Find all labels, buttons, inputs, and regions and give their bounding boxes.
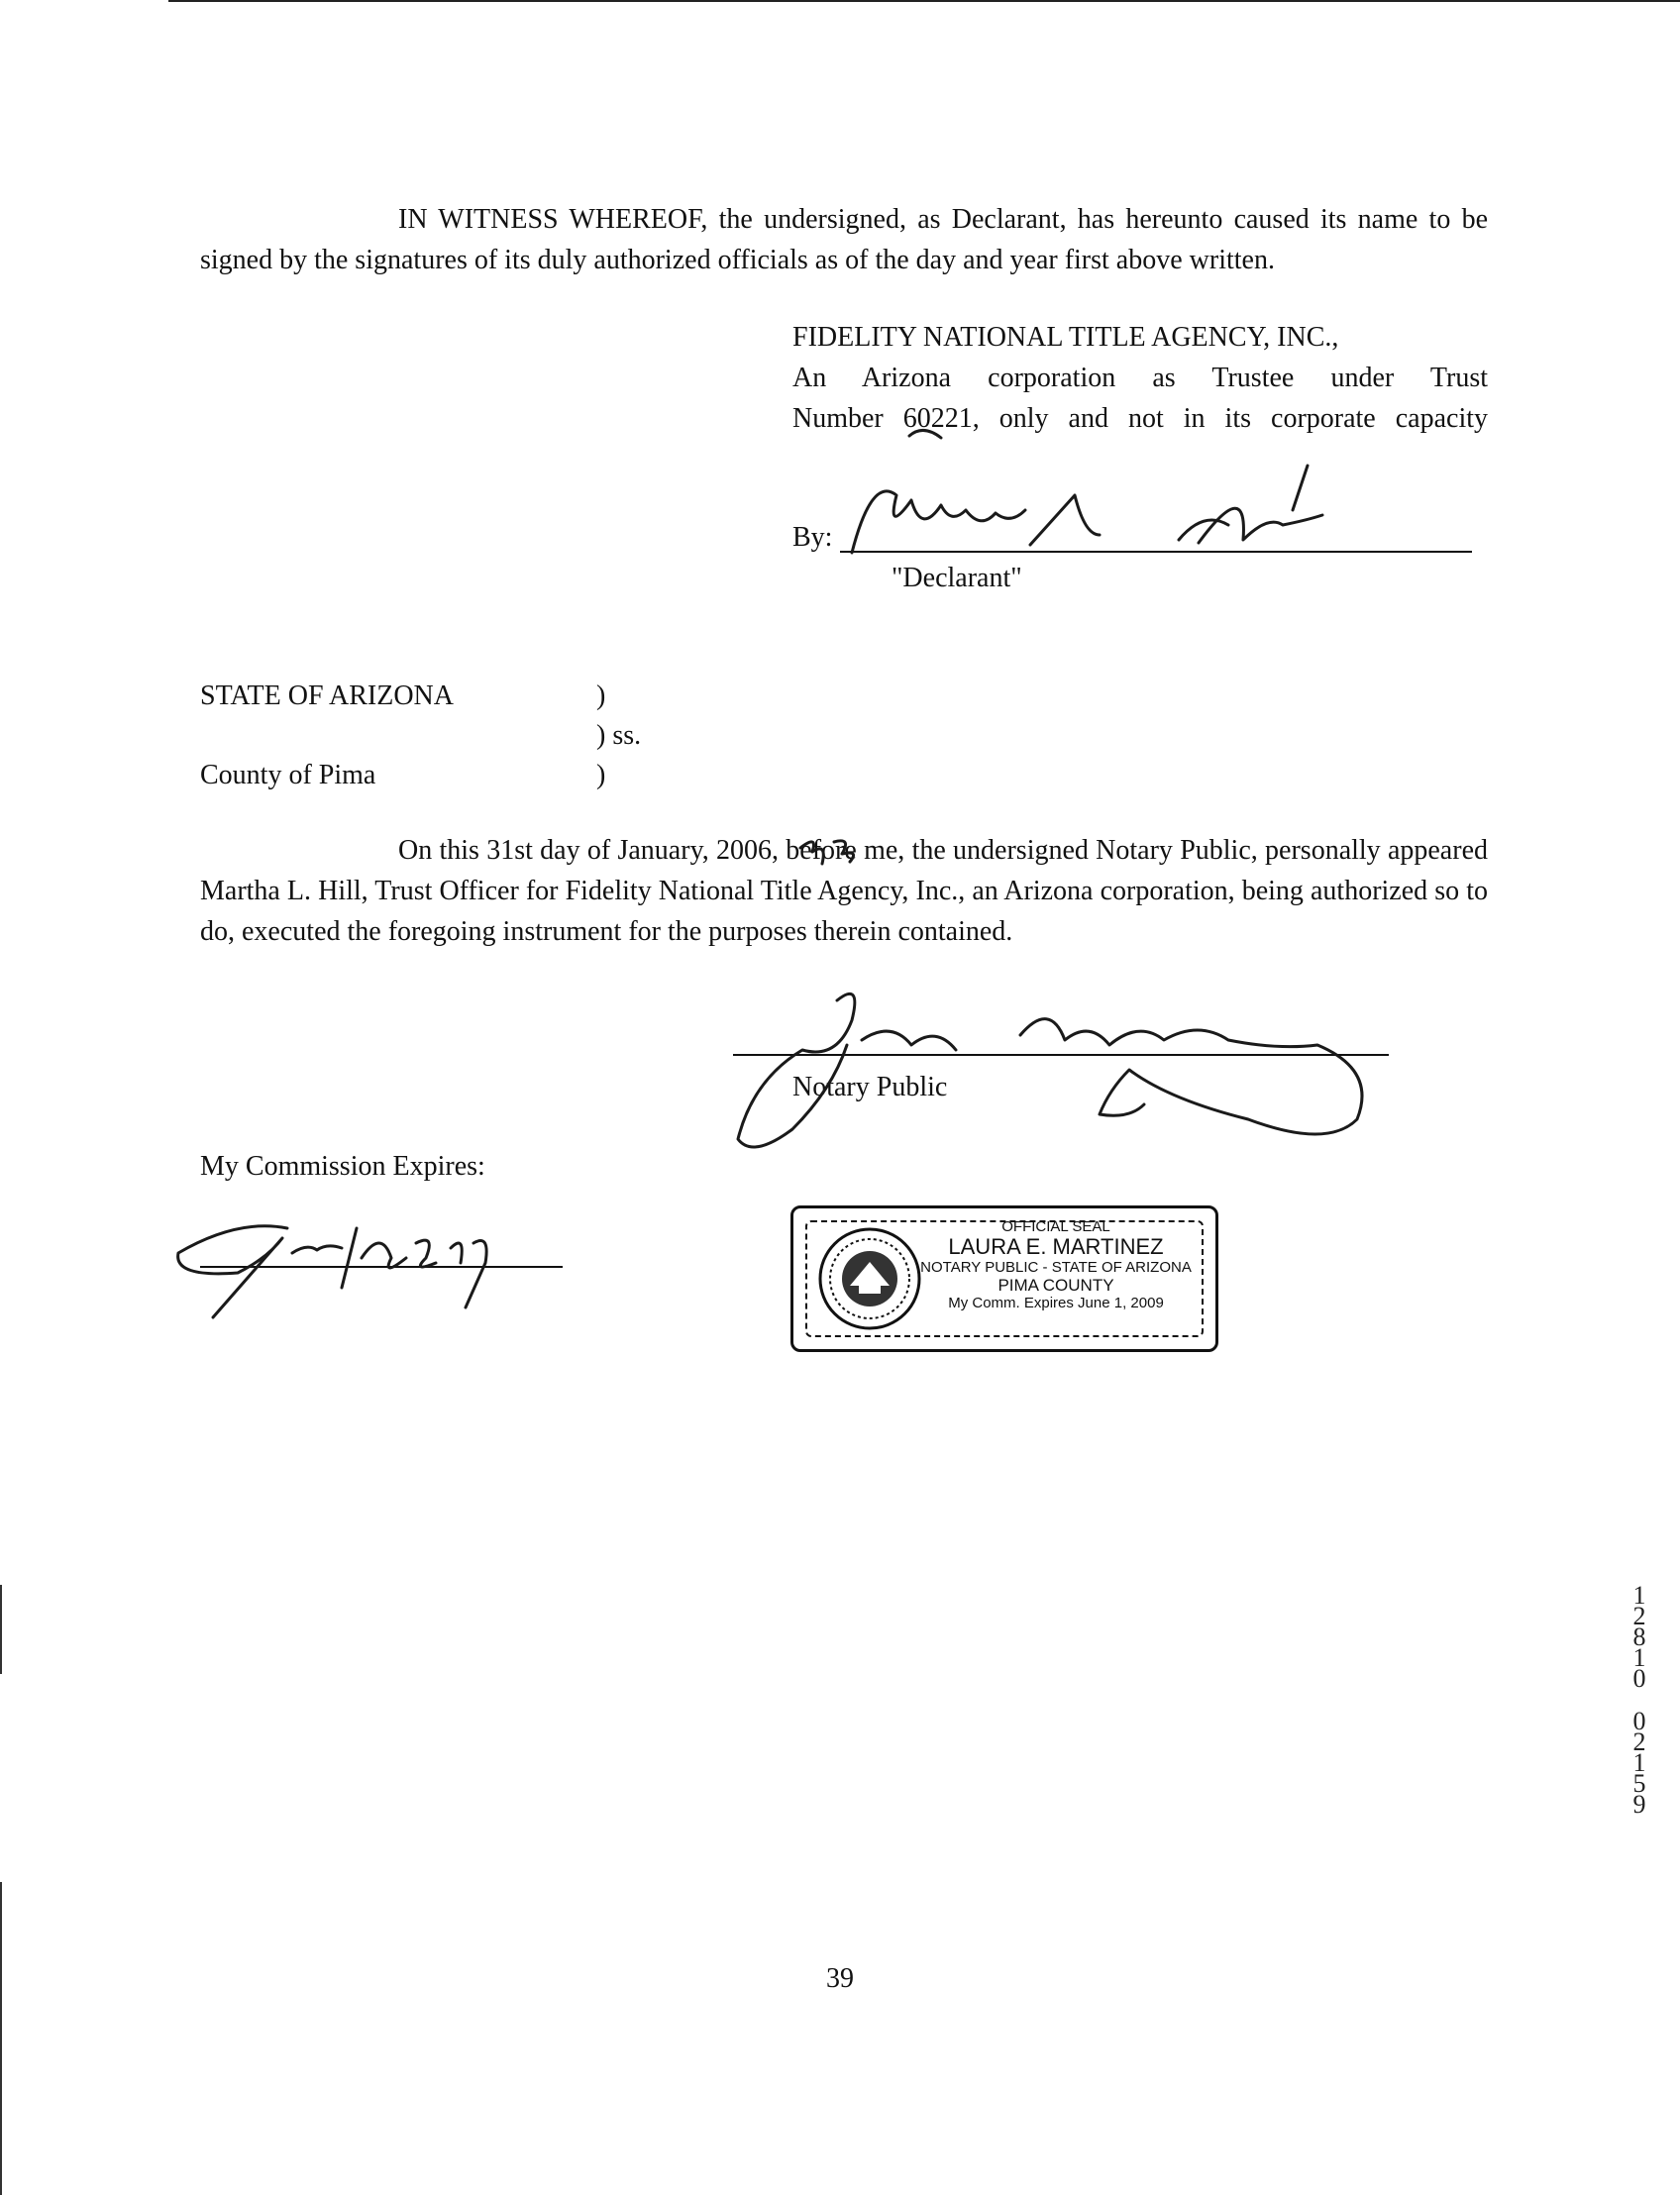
recording-number [1625,1581,1654,1819]
seal-county: PIMA COUNTY [998,1276,1114,1295]
commission-expires-label: My Commission Expires: [200,1151,485,1182]
notary-public-label: Notary Public [792,1072,948,1102]
declarant-label: "Declarant" [892,563,1022,593]
venue-ss: ) ss. [596,720,642,751]
seal-expiration: My Comm. Expires June 1, 2009 [948,1295,1164,1311]
venue-state: STATE OF ARIZONA [200,680,454,711]
by-label: By: [792,522,833,553]
commission-date-handwritten [178,1226,486,1317]
notary-text: On this 31st day of January, 2006, before me, the undersigned Notary Public, personally appeared Martha L. Hill, Trust Officer for Fidelity National Title Agency, Inc., an Arizona corporation, being authorized so to do, executed the foregoing instrument for the purposes therein contained. [200,835,1488,947]
declarant-signature [852,466,1322,553]
trust-number-strike-mark [909,430,941,438]
recording-digit: 0 [1632,1664,1646,1693]
trustee-name: FIDELITY NATIONAL TITLE AGENCY, INC., [792,322,1339,353]
notary-signature [738,993,1362,1147]
venue-paren: ) [596,680,606,711]
recording-digit: 2 [1632,1602,1646,1630]
venue-county: County of Pima [200,760,376,790]
venue-paren: ) [596,760,606,790]
trustee-description: An Arizona corporation as Trustee under Trust [792,363,1488,393]
recording-digit: 1 [1632,1748,1646,1777]
trust-number-line: Number 60221, only and not in its corporate capacity [792,403,1488,434]
day-handwritten [800,841,854,864]
witness-text: IN WITNESS WHEREOF, the undersigned, as Declarant, has hereunto caused its name to be signed by the signatures of its duly authorized officials as of the day and year first above written. [200,204,1488,275]
recording-digit: 9 [1632,1790,1646,1819]
recording-digit: 8 [1632,1622,1646,1651]
recording-digit: 1 [1632,1581,1646,1610]
page-number: 39 [826,1963,854,1994]
seal-notary-name: LAURA E. MARTINEZ [948,1234,1164,1259]
recording-digit: 2 [1632,1727,1646,1756]
recording-digit: 0 [1632,1707,1646,1735]
recording-digit: 1 [1632,1643,1646,1672]
recording-digit: 5 [1632,1769,1646,1798]
seal-jurisdiction: NOTARY PUBLIC - STATE OF ARIZONA [920,1259,1192,1276]
seal-title: OFFICIAL SEAL [1001,1218,1110,1235]
